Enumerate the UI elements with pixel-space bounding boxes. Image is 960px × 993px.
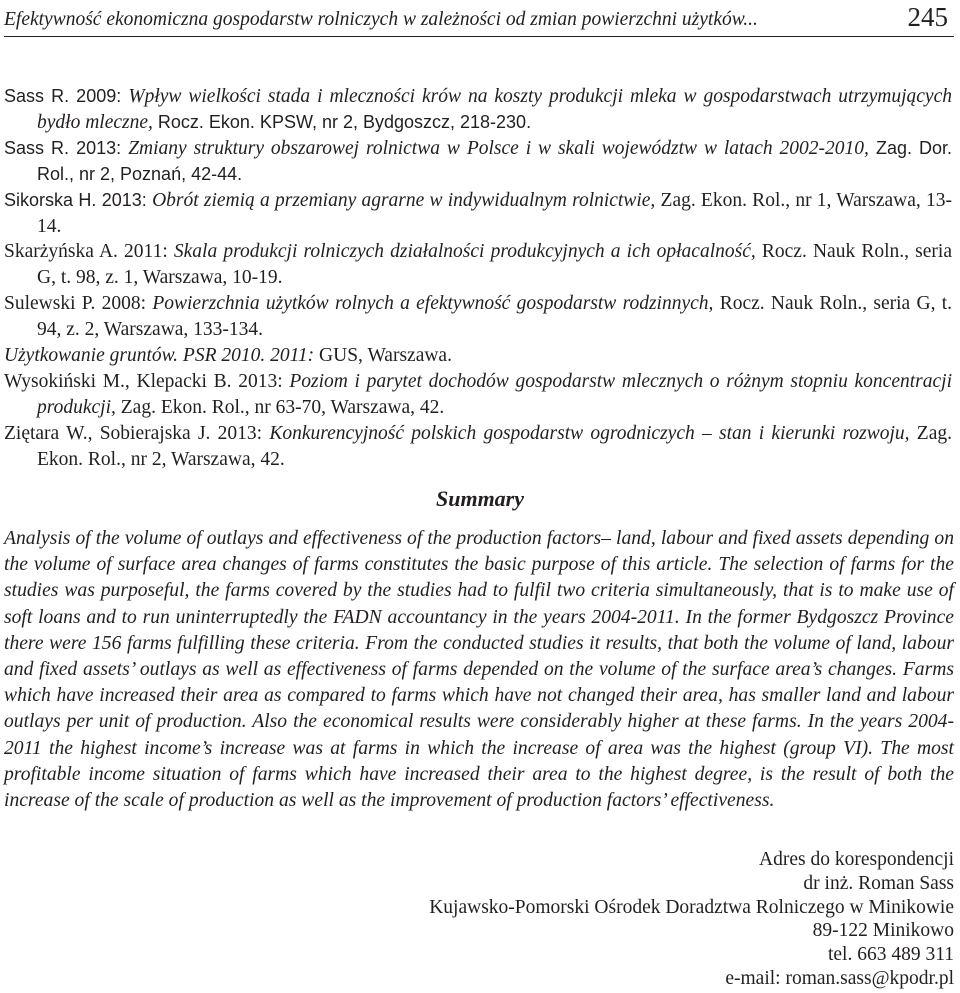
reference-title: Skala produkcji rolniczych działalności produkcyjnych a ich opłacalność, <box>173 241 756 263</box>
reference-author: Sikorska H. 2013: <box>4 189 153 210</box>
postal-address: 89-122 Minikowo <box>812 920 954 942</box>
reference-author: Sass R. 2009: <box>4 86 129 106</box>
author-name: dr inż. Roman Sass <box>803 872 954 894</box>
correspondence-label: Adres do korespondencji <box>759 849 954 870</box>
reference-source: Rocz. Ekon. KPSW, nr 2, Bydgoszcz, 218-230. <box>152 111 532 132</box>
reference-item <box>4 239 952 291</box>
reference-item <box>4 188 952 240</box>
reference-source: Rocz. Nauk Roln., seria G, t. 94, z. 2, Warszawa, 133-134. <box>37 293 953 341</box>
reference-source: Zag. Ekon. Rol., nr 63-70, Warszawa, 42. <box>115 396 445 418</box>
reference-title: Powierzchnia użytków rolnych a efektywność gospodarstw rodzinnych, <box>152 293 714 315</box>
email-address: e-mail: roman.sass@kpodr.pl <box>725 967 954 989</box>
reference-title: Wpływ wielkości stada i mleczności krów na koszty produkcji mleka w gospodarstwach utrzymujących bydło mleczne, <box>37 86 952 133</box>
reference-item <box>4 136 952 188</box>
summary-paragraph: Analysis of the volume of outlays and effectiveness of the production factors– land, labour and fixed assets depending on the volume of surface area changes of farms constitutes the basic purpose of this article. The selection of farms for the studies was purposeful, the farms covered by the studies had to fulfil two criteria simultaneously, that is to make use of soft loans and to run uninterruptedly the FADN accountancy in the years 2004-2011. In the former Bydgoszcz Province there were 156 farms fulfilling these criteria. From the conducted studies it results, that both the volume of land, labour and fixed assets’ outlays as well as effectiveness of farms depended on the volume of the surface area’s changes. Farms which have increased their area as compared to farms which have not changed their area, has smaller land and labour outlays per unit of production. Also the economical results were considerably higher at these farms. In the years 2004-2011 the highest income’s increase was at farms in which the increase of area was the highest (group VI). The most profitable income situation of farms which have increased their area to the highest degree, is the result of both the increase of the scale of production as well as the improvement of production factors’ effectiveness. <box>4 528 954 812</box>
running-title: Efektywność ekonomiczna gospodarstw rolniczych w zależności od zmian powierzchni użytków... <box>4 9 758 30</box>
reference-source: Zag. Ekon. Rol., nr 2, Warszawa, 42. <box>37 422 953 470</box>
reference-source: Zag. Ekon. Rol., nr 1, Warszawa, 13-14. <box>37 189 952 237</box>
phone-number: tel. 663 489 311 <box>827 944 954 966</box>
reference-source: GUS, Warszawa. <box>314 345 452 367</box>
reference-item <box>4 84 952 136</box>
reference-item <box>4 343 952 369</box>
reference-author: Skarżyńska A. 2011: <box>4 241 174 263</box>
reference-title: Obrót ziemią a przemiany agrarne w indywidualnym rolnictwie, <box>152 189 656 211</box>
reference-title: Poziom i parytet dochodów gospodarstw mlecznych o różnym stopniu koncentracji produkcji, <box>37 370 952 418</box>
reference-item <box>4 291 952 343</box>
reference-author: Sass R. 2013: <box>4 137 129 158</box>
references-list <box>4 84 952 473</box>
reference-author: Sulewski P. 2008: <box>4 293 153 315</box>
reference-author: Wysokiński M., Klepacki B. 2013: <box>4 370 290 392</box>
page-number: 245 <box>907 2 948 32</box>
institution-name: Kujawsko-Pomorski Ośrodek Doradztwa Rolniczego w Minikowie <box>429 896 954 918</box>
reference-source: Zag. Dor. Rol., nr 2, Poznań, 42-44. <box>37 137 953 184</box>
reference-source: Rocz. Nauk Roln., seria G, t. 98, z. 1, Warszawa, 10-19. <box>37 241 952 289</box>
reference-author: Ziętara W., Sobierajska J. 2013: <box>4 422 270 444</box>
reference-title: Zmiany struktury obszarowej rolnictwa w Polsce i w skali województw w latach 2002-2010, <box>128 137 869 159</box>
correspondence-address <box>429 848 954 991</box>
reference-item <box>4 369 952 421</box>
page-header <box>4 0 954 37</box>
reference-title: Konkurencyjność polskich gospodarstw ogrodniczych – stan i kierunki rozwoju, <box>269 422 910 444</box>
summary-heading: Summary <box>435 486 525 511</box>
reference-item <box>4 421 952 473</box>
reference-title: Użytkowanie gruntów. PSR 2010. 2011: <box>4 345 315 367</box>
summary-body <box>4 526 954 814</box>
